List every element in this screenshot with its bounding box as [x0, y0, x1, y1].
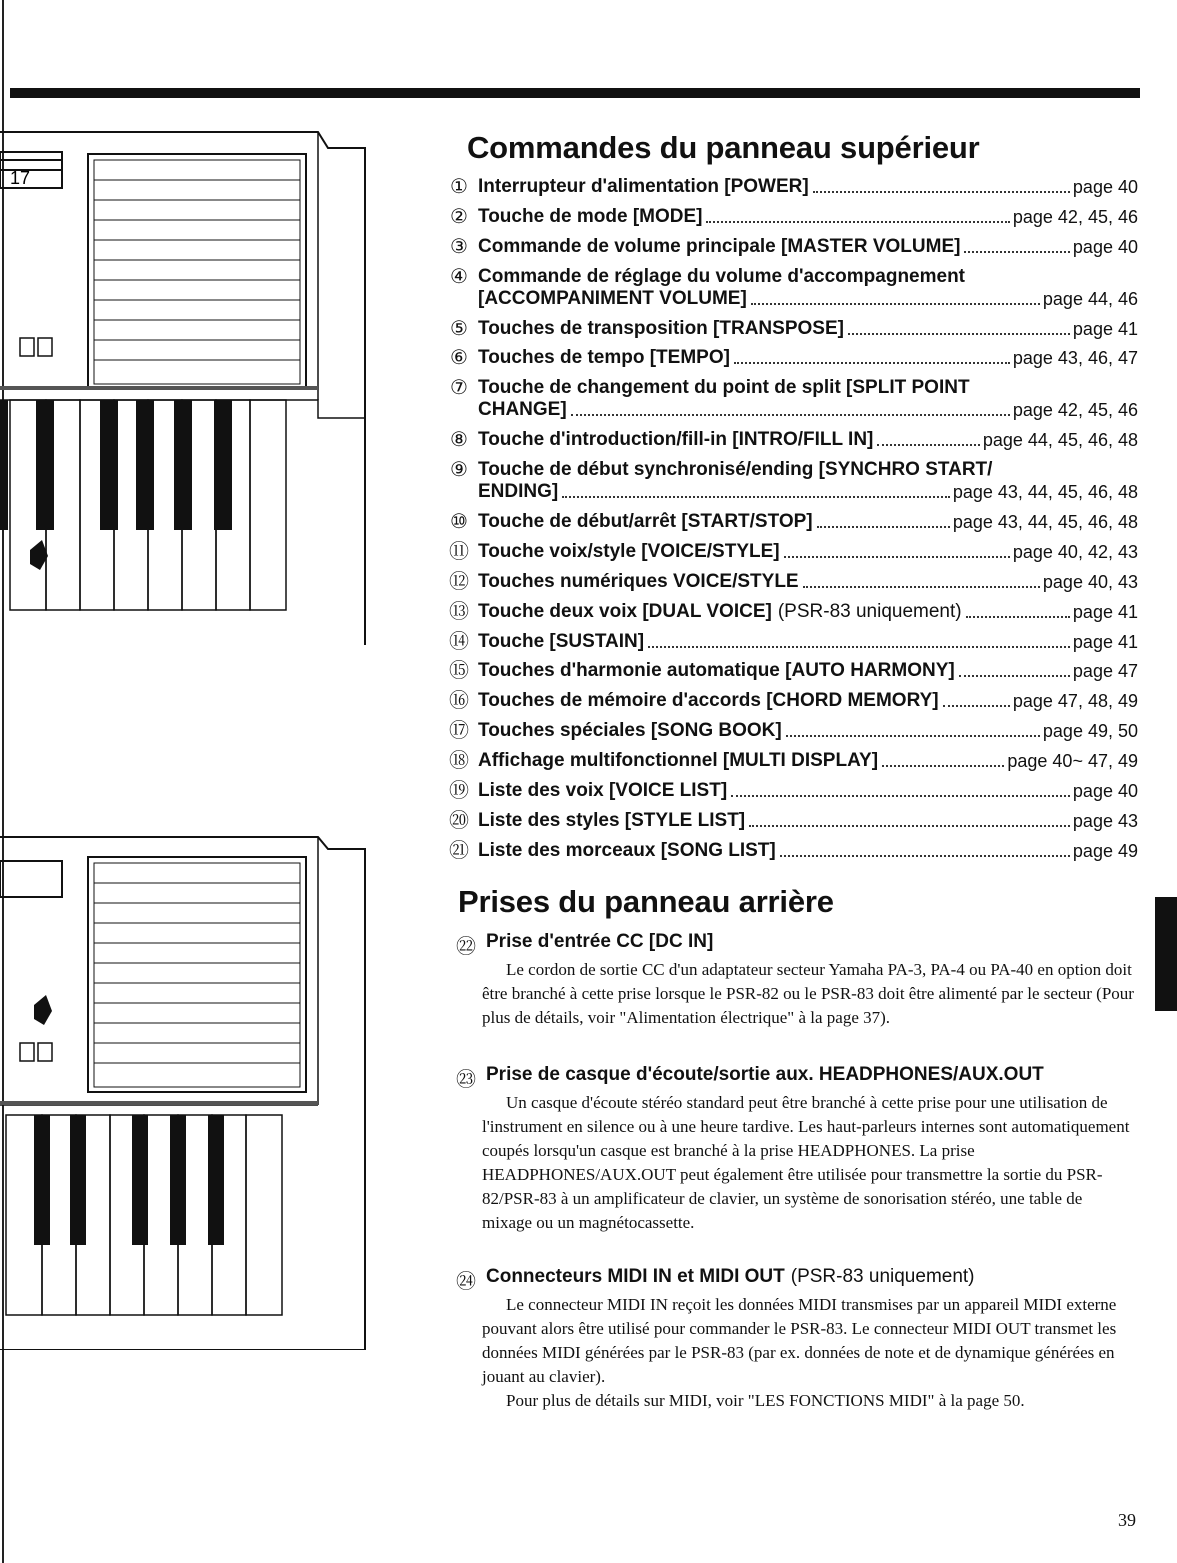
- item-pages: page 40, 42, 43: [1012, 541, 1138, 562]
- item-text: Touches d'harmonie automatique [AUTO HARMONY]: [478, 660, 955, 682]
- keyboard-illustration-bottom: [0, 825, 380, 1350]
- item-number: ⑦: [450, 377, 468, 400]
- midi-body-more: Pour plus de détails sur MIDI, voir "LES FONCTIONS MIDI" à la page 50.: [506, 1391, 1025, 1410]
- controls-list: [448, 176, 1138, 870]
- item-text: Commande de volume principale [MASTER VOLUME]: [478, 235, 961, 257]
- item-number: ㉑: [449, 839, 469, 862]
- item-text: Touche voix/style [VOICE/STYLE]: [478, 540, 780, 562]
- item-pages: page 47: [1072, 661, 1138, 682]
- control-item: [448, 347, 1138, 369]
- item-number: ⑤: [450, 317, 468, 340]
- item-pages: page 40: [1072, 177, 1138, 197]
- item-pages: page 42, 45, 46: [1012, 400, 1138, 421]
- control-item: [448, 176, 1138, 198]
- item-pages: page 40: [1072, 781, 1138, 802]
- headphones-body: Un casque d'écoute stéréo standard peut être branché à cette prise pour une utilisation de l'instrument en silence ou à une heure tardive. Les haut-parleurs internes sont automatiquement coupés lorsqu'un casque est branché à la prise HEADPHONES. La prise HEADPHONES/AUX.OUT peut également être utilisée pour transmettre la sortie du PSR-82/PSR-83 à un amplificateur de clavier, un système de sonorisation stéréo, une table de mixage ou un magnétocassette.: [482, 1093, 1130, 1232]
- dot-leader: [648, 646, 1070, 648]
- control-item: [448, 690, 1138, 712]
- dot-leader: [877, 444, 979, 446]
- item-number: ㉓: [456, 1069, 476, 1091]
- dot-leader: [803, 586, 1040, 588]
- item-number: ⑬: [449, 600, 469, 623]
- control-item: [448, 429, 1138, 451]
- item-text: [ACCOMPANIMENT VOLUME]: [478, 287, 747, 309]
- dot-leader: [943, 705, 1010, 707]
- headphones-heading: [454, 1063, 1134, 1091]
- dc-in-heading: [454, 930, 1134, 958]
- item-text: Touche [SUSTAIN]: [478, 630, 645, 652]
- dc-in-body: Le cordon de sortie CC d'un adaptateur secteur Yamaha PA-3, PA-4 ou PA-40 en option doit être branché à cette prise lorsque le PSR-82 ou le PSR-83 doit être alimenté par le secteur (Pour plus de détails, voir "Alimentation électrique" à la page 37).: [482, 960, 1134, 1027]
- item-text: Affichage multifonctionnel [MULTI DISPLAY]: [478, 750, 879, 772]
- item-number: ㉔: [456, 1271, 476, 1293]
- item-pages: page 41: [1072, 631, 1138, 652]
- item-text-line1: Commande de réglage du volume d'accompagnement: [478, 265, 966, 287]
- item-number: ⑯: [449, 690, 469, 713]
- dot-leader: [882, 765, 1004, 767]
- header-rule: [10, 88, 1140, 98]
- dot-leader: [706, 221, 1009, 223]
- item-pages: page 44, 46: [1042, 288, 1138, 309]
- item-number: ⑲: [449, 780, 469, 803]
- item-text: Liste des styles [STYLE LIST]: [478, 809, 746, 831]
- item-text: Touches spéciales [SONG BOOK]: [478, 720, 782, 742]
- callout-17-label: 17: [10, 168, 31, 188]
- control-item: [448, 318, 1138, 340]
- dot-leader: [562, 496, 950, 498]
- item-pages: page 49: [1072, 840, 1138, 861]
- item-pages: page 47, 48, 49: [1012, 691, 1138, 712]
- dot-leader: [784, 556, 1010, 558]
- item-pages: page 44, 45, 46, 48: [982, 430, 1138, 451]
- item-text-line1: Touche de changement du point de split [SPLIT POINT: [478, 377, 970, 399]
- item-text: Interrupteur d'alimentation [POWER]: [478, 176, 809, 197]
- item-number: ④: [450, 265, 468, 288]
- dot-leader: [959, 675, 1070, 677]
- page-number: 39: [1118, 1510, 1136, 1530]
- dot-leader: [817, 526, 950, 528]
- control-item: [448, 459, 1138, 503]
- item-pages: page 43, 44, 45, 46, 48: [952, 482, 1138, 503]
- item-number: ⑪: [449, 540, 469, 563]
- item-note: (PSR-83 uniquement): [777, 600, 962, 622]
- control-item: [448, 511, 1138, 533]
- item-text: ENDING]: [478, 481, 559, 503]
- control-item: [448, 810, 1138, 832]
- item-number: ②: [450, 205, 468, 228]
- item-text: Touches numériques VOICE/STYLE: [478, 570, 799, 592]
- item-number: ⑭: [449, 630, 469, 653]
- item-number: ⑧: [450, 429, 468, 452]
- control-item: [448, 720, 1138, 742]
- control-item: [448, 206, 1138, 228]
- headphones-section: [454, 1063, 1134, 1235]
- item-pages: page 43, 46, 47: [1012, 348, 1138, 369]
- top-panel-title: Commandes du panneau supérieur: [467, 130, 980, 165]
- item-pages: page 40~ 47, 49: [1007, 751, 1138, 772]
- dot-leader: [848, 333, 1070, 335]
- item-number: ⑱: [449, 750, 469, 773]
- item-pages: page 40, 43: [1042, 571, 1138, 592]
- item-number: ⑫: [449, 570, 469, 593]
- midi-heading: [454, 1265, 1134, 1293]
- item-text: Touche de mode [MODE]: [478, 205, 703, 227]
- item-number: ⑳: [449, 809, 469, 832]
- item-number: ㉒: [456, 936, 476, 958]
- dot-leader: [786, 735, 1040, 737]
- item-text: Touches de transposition [TRANSPOSE]: [478, 317, 844, 339]
- dot-leader: [571, 414, 1010, 416]
- item-text: Touches de tempo [TEMPO]: [478, 347, 730, 369]
- item-pages: page 49, 50: [1042, 721, 1138, 742]
- item-number: ⑮: [449, 660, 469, 683]
- control-item: [448, 571, 1138, 593]
- midi-body: Le connecteur MIDI IN reçoit les données MIDI transmises par un appareil MIDI externe pouvant alors être utilisé pour commander le PSR-83. Le connecteur MIDI OUT transmet les données MIDI générées par le PSR-83 (par ex. données de note et de dynamique générées en jouant au clavier).: [482, 1295, 1117, 1386]
- dot-leader: [813, 191, 1070, 193]
- item-pages: page 43, 44, 45, 46, 48: [952, 512, 1138, 533]
- dc-in-title: Prise d'entrée CC [DC IN]: [486, 931, 714, 952]
- section-tab-marker: [1155, 897, 1177, 1011]
- item-pages: page 41: [1072, 601, 1138, 622]
- dot-leader: [966, 616, 1070, 618]
- control-item: [448, 541, 1138, 563]
- control-item: [448, 236, 1138, 258]
- control-item: [448, 631, 1138, 653]
- control-item: [448, 266, 1138, 310]
- control-item: [448, 660, 1138, 682]
- item-pages: page 41: [1072, 318, 1138, 339]
- item-number: ①: [450, 176, 468, 198]
- dot-leader: [751, 303, 1040, 305]
- item-number: ⑥: [450, 347, 468, 370]
- item-pages: page 40: [1072, 236, 1138, 257]
- item-text: Liste des voix [VOICE LIST]: [478, 780, 728, 802]
- item-text-line1: Touche de début synchronisé/ending [SYNCHRO START/: [478, 459, 993, 481]
- keyboard-illustration-top: [0, 120, 380, 645]
- item-number: ⑩: [450, 511, 468, 534]
- item-text: Touches de mémoire d'accords [CHORD MEMORY]: [478, 690, 939, 712]
- midi-note: (PSR-83 uniquement): [790, 1266, 975, 1287]
- control-item: [448, 780, 1138, 802]
- item-pages: page 42, 45, 46: [1012, 206, 1138, 227]
- headphones-title: Prise de casque d'écoute/sortie aux. HEADPHONES/AUX.OUT: [486, 1064, 1044, 1085]
- control-item: [448, 377, 1138, 421]
- dot-leader: [780, 855, 1070, 857]
- dot-leader: [964, 251, 1069, 253]
- item-text: Touche de début/arrêt [START/STOP]: [478, 511, 813, 533]
- dot-leader: [749, 825, 1070, 827]
- item-number: ③: [450, 235, 468, 258]
- dc-in-section: [454, 930, 1134, 1030]
- item-text: Touche deux voix [DUAL VOICE]: [478, 600, 772, 622]
- midi-title: Connecteurs MIDI IN et MIDI OUT: [486, 1266, 785, 1287]
- item-text: Liste des morceaux [SONG LIST]: [478, 839, 776, 861]
- midi-section: [454, 1265, 1134, 1413]
- rear-panel-title: Prises du panneau arrière: [458, 884, 834, 919]
- item-text: Touche d'introduction/fill-in [INTRO/FILL IN]: [478, 429, 874, 451]
- control-item: [448, 750, 1138, 772]
- item-pages: page 43: [1072, 810, 1138, 831]
- dot-leader: [731, 795, 1070, 797]
- item-text: CHANGE]: [478, 399, 567, 421]
- control-item: [448, 601, 1138, 623]
- control-item: [448, 840, 1138, 862]
- dot-leader: [734, 362, 1010, 364]
- item-number: ⑰: [449, 720, 469, 743]
- item-number: ⑨: [450, 459, 468, 482]
